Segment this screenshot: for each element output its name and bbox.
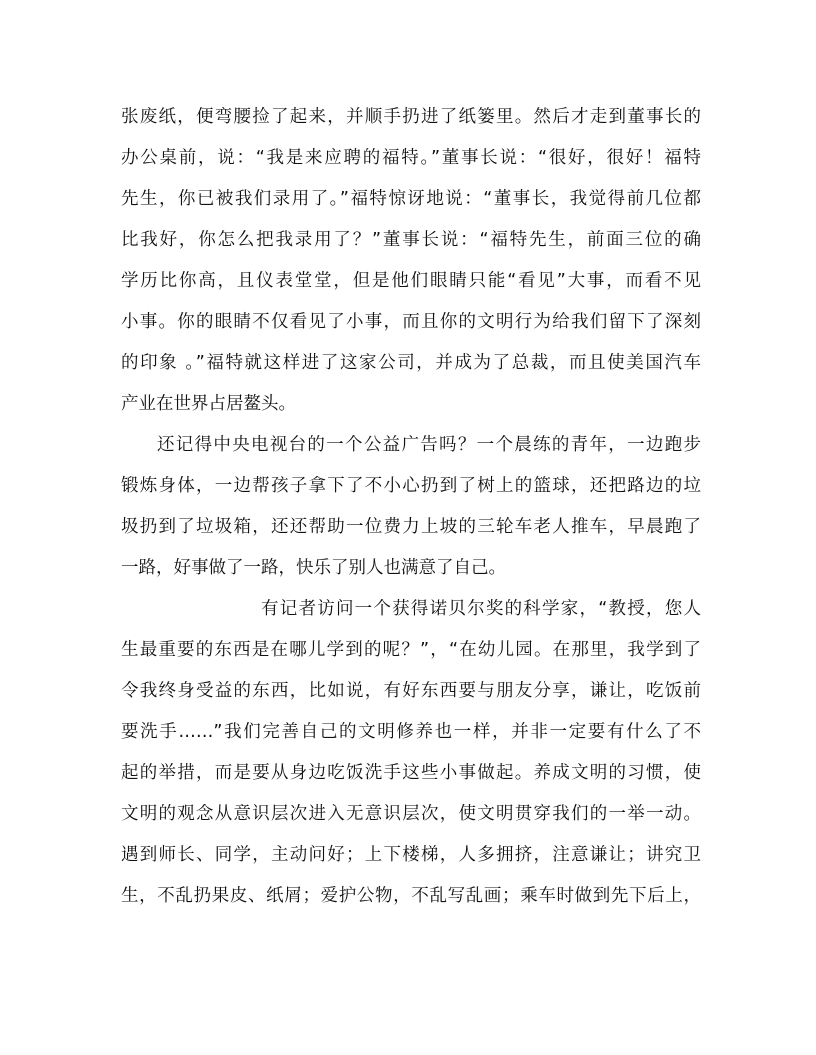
- text-line: 令我终身受益的东西，比如说，有好东西要与朋友分享，谦让，吃饭前: [121, 681, 701, 701]
- text-line: 的印象 。”福特就这样进了这家公司，并成为了总裁，而且使美国汽车: [121, 353, 701, 373]
- text-line: 张废纸，便弯腰捡了起来，并顺手扔进了纸篓里。然后才走到董事长的: [121, 107, 701, 127]
- text-line: 起的举措，而是要从身边吃饭洗手这些小事做起。养成文明的习惯，使: [121, 763, 701, 783]
- text-line: 生，不乱扔果皮、纸屑；爱护公物，不乱写乱画；乘车时做到先下后上，: [121, 886, 701, 906]
- paragraph-end-line: 产业在世界占居鳌头。: [121, 394, 296, 414]
- text-line: 生最重要的东西是在哪儿学到的呢？”，“在幼儿园。在那里，我学到了: [121, 640, 701, 660]
- text-line: 先生，你已被我们录用了。”福特惊讶地说：“董事长，我觉得前几位都: [121, 189, 701, 209]
- paragraph-start-line: 还记得中央电视台的一个公益广告吗？一个晨练的青年，一边跑步: [157, 435, 701, 455]
- text-line: 办公桌前，说：“我是来应聘的福特。”董事长说：“很好，很好！福特: [121, 148, 701, 168]
- text-line: 比我好，你怎么把我录用了？”董事长说：“福特先生，前面三位的确: [121, 230, 701, 250]
- text-line: 小事。你的眼睛不仅看见了小事，而且你的文明行为给我们留下了深刻: [121, 312, 701, 332]
- text-line: 学历比你高，且仪表堂堂，但是他们眼睛只能“看见”大事，而看不见: [121, 271, 701, 291]
- paragraph-start-line: 有记者访问一个获得诺贝尔奖的科学家，“教授，您人: [261, 599, 701, 619]
- paragraph-end-line: 一路，好事做了一路，快乐了别人也满意了自己。: [121, 558, 506, 578]
- text-line: 遇到师长、同学，主动问好；上下楼梯，人多拥挤，注意谦让；讲究卫: [121, 845, 701, 865]
- text-line: 要洗手……”我们完善自己的文明修养也一样，并非一定要有什么了不: [121, 722, 701, 742]
- text-line: 锻炼身体，一边帮孩子拿下了不小心扔到了树上的篮球，还把路边的垃: [121, 476, 701, 496]
- text-line: 圾扔到了垃圾箱，还还帮助一位费力上坡的三轮车老人推车，早晨跑了: [121, 517, 701, 537]
- text-line: 文明的观念从意识层次进入无意识层次，使文明贯穿我们的一举一动。: [121, 804, 701, 824]
